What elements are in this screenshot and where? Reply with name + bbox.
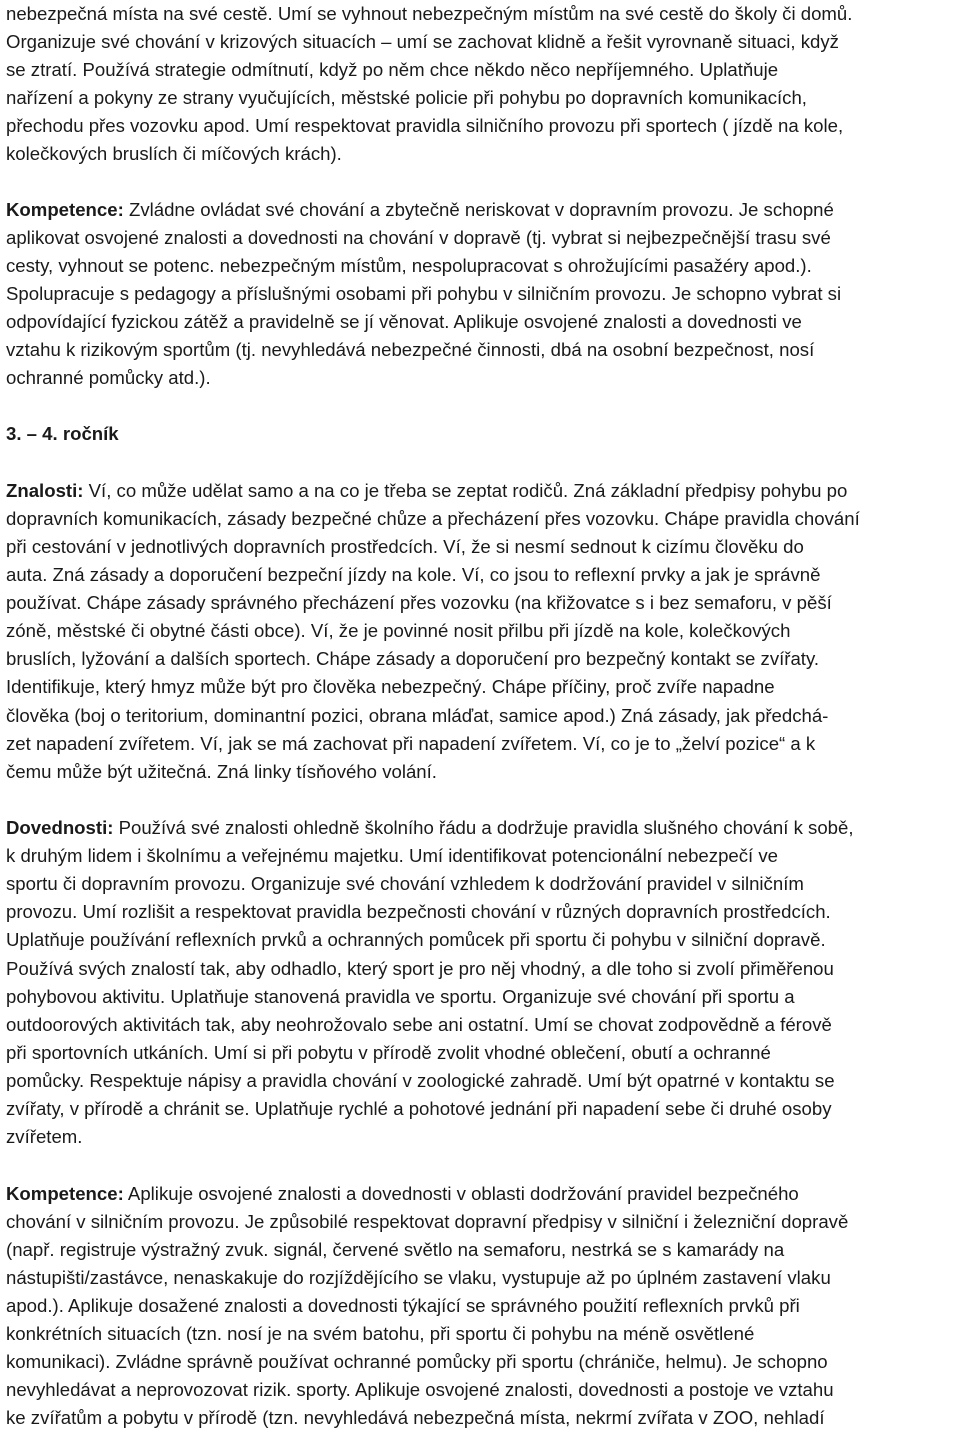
paragraph-line: sportu či dopravním provozu. Organizuje své chování vzhledem k dodržování pravidel v silničním bbox=[6, 873, 804, 894]
paragraph-text: Aplikuje osvojené znalosti a dovednosti v oblasti dodržování pravidel bezpečného bbox=[123, 1183, 799, 1204]
paragraph-line: konkrétních situacích (tzn. nosí je na svém batohu, při sportu či pohybu na méně osvětlené bbox=[6, 1323, 755, 1344]
paragraph-text: Ví, co může udělat samo a na co je třeba se zeptat rodičů. Zná základní předpisy pohybu po bbox=[83, 480, 848, 501]
paragraph-line: chování v silničním provozu. Je způsobilé respektovat dopravní předpisy v silniční i železniční dopravě bbox=[6, 1211, 849, 1232]
paragraph-text: Používá své znalosti ohledně školního řádu a dodržuje pravidla slušného chování k sobě, bbox=[113, 817, 854, 838]
paragraph-line: bruslích, lyžování a dalších sportech. Chápe zásady a doporučení pro bezpečný kontakt se zvířaty. bbox=[6, 648, 820, 669]
paragraph-line: ochranné pomůcky atd.). bbox=[6, 367, 211, 388]
paragraph-line: outdoorových aktivitách tak, aby neohrožovalo sebe ani ostatní. Umí se chovat zodpovědně a férově bbox=[6, 1014, 832, 1035]
paragraph-line bbox=[6, 814, 854, 842]
paragraph-line: přechodu přes vozovku apod. Umí respektovat pravidla silničního provozu při sportech ( jízdě na kole, bbox=[6, 115, 844, 136]
paragraph-line: při sportovních utkáních. Umí si při pobytu v přírodě zvolit vhodné oblečení, obutí a ochranné bbox=[6, 1042, 771, 1063]
dovednosti-label: Dovednosti: bbox=[6, 817, 114, 838]
paragraph-line: používat. Chápe zásady správného přecházení přes vozovku (na křižovatce s i bez semaforu, v pěší bbox=[6, 592, 832, 613]
paragraph-line: Uplatňuje používání reflexních prvků a ochranných pomůcek při sportu či pohybu v silniční dopravě. bbox=[6, 929, 826, 950]
paragraph-line: provozu. Umí rozlišit a respektovat pravidla bezpečnosti chování v různých dopravních prostředcích. bbox=[6, 901, 831, 922]
kompetence-label: Kompetence: bbox=[6, 199, 124, 220]
paragraph-line: zvířetem. bbox=[6, 1126, 83, 1147]
paragraph-line: čemu může být užitečná. Zná linky tísňového volání. bbox=[6, 761, 437, 782]
paragraph-line: kolečkových bruslích či míčových krách). bbox=[6, 143, 342, 164]
paragraph-line: Používá svých znalostí tak, aby odhadlo, který sport je pro něj vhodný, a dle toho si zvolí přiměřenou bbox=[6, 958, 834, 979]
paragraph-line: Spolupracuje s pedagogy a příslušnými osobami při pohybu v silničním provozu. Je schopno vybrat si bbox=[6, 283, 842, 304]
paragraph-line: cesty, vyhnout se potenc. nebezpečným místům, nespolupracovat s ohrožujícími pasažéry apod.). bbox=[6, 255, 812, 276]
paragraph-line bbox=[6, 196, 834, 224]
kompetence-label: Kompetence: bbox=[6, 1183, 124, 1204]
paragraph-line: k druhým lidem i školnímu a veřejnému majetku. Umí identifikovat potencionální nebezpečí ve bbox=[6, 845, 779, 866]
section-heading: 3. – 4. ročník bbox=[6, 423, 119, 444]
paragraph-line: nástupišti/zastávce, nenaskakuje do rozjíždějícího se vlaku, vystupuje až po úplném zastavení vlaku bbox=[6, 1267, 831, 1288]
paragraph-line: při cestování v jednotlivých dopravních prostředcích. Ví, že si nesmí sednout k cizímu člověku do bbox=[6, 536, 804, 557]
paragraph-line: zet napadení zvířetem. Ví, jak se má zachovat při napadení zvířetem. Ví, co je to „želví pozice“ a k bbox=[6, 733, 816, 754]
paragraph-line: zvířaty, v přírodě a chránit se. Uplatňuje rychlé a pohotové jednání při napadení sebe či druhé osoby bbox=[6, 1098, 832, 1119]
paragraph-line bbox=[6, 1180, 799, 1208]
paragraph-line: ke zvířatům a pobytu v přírodě (tzn. nevyhledává nebezpečná místa, nekrmí zvířata v ZOO, nehladí bbox=[6, 1407, 825, 1428]
paragraph-line: (např. registruje výstražný zvuk. signál, červené světlo na semaforu, nestrká se s kamarády na bbox=[6, 1239, 785, 1260]
paragraph-line: pohybovou aktivitu. Uplatňuje stanovená pravidla ve sportu. Organizuje své chování při sportu a bbox=[6, 986, 795, 1007]
paragraph-line: nevyhledávat a neprovozovat rizik. sporty. Aplikuje osvojené znalosti, dovednosti a postoje ve vztahu bbox=[6, 1379, 834, 1400]
paragraph-line: komunikaci). Zvládne správně používat ochranné pomůcky při sportu (chrániče, helmu). Je schopno bbox=[6, 1351, 828, 1372]
paragraph-line: nařízení a pokyny ze strany vyučujících, městské policie při pohybu po dopravních komunikacích, bbox=[6, 87, 807, 108]
paragraph-line: Organizuje své chování v krizových situacích – umí se zachovat klidně a řešit vyrovnaně situaci, když bbox=[6, 31, 839, 52]
paragraph-line: člověka (boj o teritorium, dominantní pozici, obrana mláďat, samice apod.) Zná zásady, jak předchá- bbox=[6, 705, 829, 726]
paragraph-line bbox=[6, 477, 847, 505]
paragraph-text: Zvládne ovládat své chování a zbytečně neriskovat v dopravním provozu. Je schopné bbox=[123, 199, 834, 220]
paragraph-line: nebezpečná místa na své cestě. Umí se vyhnout nebezpečným místům na své cestě do školy či domů. bbox=[6, 3, 853, 24]
paragraph-line: aplikovat osvojené znalosti a dovednosti na chování v dopravě (tj. vybrat si nejbezpečnější trasu své bbox=[6, 227, 831, 248]
paragraph-line: vztahu k rizikovým sportům (tj. nevyhledává nebezpečné činnosti, dbá na osobní bezpečnost, nosí bbox=[6, 339, 815, 360]
paragraph-line: zóně, městské či obytné části obce). Ví, že je povinné nosit přilbu při jízdě na kole, kolečkových bbox=[6, 620, 791, 641]
paragraph-line: Identifikuje, který hmyz může být pro člověka nebezpečný. Chápe příčiny, proč zvíře napadne bbox=[6, 676, 775, 697]
paragraph-line: auta. Zná zásady a doporučení bezpeční jízdy na kole. Ví, co jsou to reflexní prvky a jak je správně bbox=[6, 564, 821, 585]
paragraph-line: pomůcky. Respektuje nápisy a pravidla chování v zoologické zahradě. Umí být opatrné v kontaktu se bbox=[6, 1070, 835, 1091]
paragraph-line: apod.). Aplikuje dosažené znalosti a dovednosti týkající se správného použití reflexních prvků při bbox=[6, 1295, 800, 1316]
znalosti-label: Znalosti: bbox=[6, 480, 84, 501]
paragraph-line: odpovídající fyzickou zátěž a pravidelně se jí věnovat. Aplikuje osvojené znalosti a dovednosti ve bbox=[6, 311, 802, 332]
paragraph-line: se ztratí. Používá strategie odmítnutí, když po něm chce někdo něco nepříjemného. Uplatňuje bbox=[6, 59, 779, 80]
paragraph-line: dopravních komunikacích, zásady bezpečné chůze a přecházení přes vozovku. Chápe pravidla chování bbox=[6, 508, 860, 529]
